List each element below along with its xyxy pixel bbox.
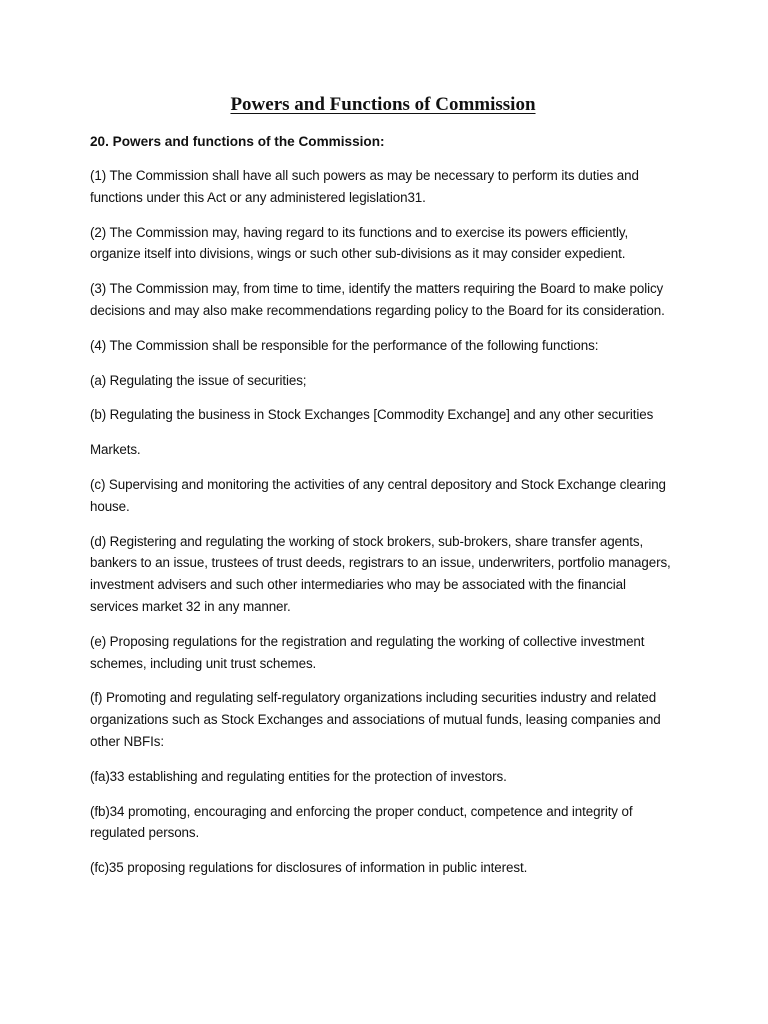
paragraph-3: (3) The Commission may, from time to time, identify the matters requiring the Board to make policy decisions and may also make recommendations regarding policy to the Board for its consideration. xyxy=(90,281,665,318)
paragraph-fb: (fb)34 promoting, encouraging and enforcing the proper conduct, competence and integrity of regulated persons. xyxy=(90,803,633,841)
paragraph-d: (d) Registering and regulating the working of stock brokers, sub-brokers, share transfer agents, bankers to an issue, trustees of trust deeds, registrars to an issue, underwriters, portfolio managers, investment advisers and such other intermediaries who may be associated with the financial services market 32 in any manner. xyxy=(90,533,671,614)
paragraph-1: (1) The Commission shall have all such powers as may be necessary to perform its duties and functions under this Act or any administered legislation31. xyxy=(90,168,639,205)
paragraph-4: (4) The Commission shall be responsible for the performance of the following functions: xyxy=(90,337,599,353)
paragraph-2: (2) The Commission may, having regard to its functions and to exercise its powers efficiently, organize itself into divisions, wings or such other sub-divisions as it may consider expedient. xyxy=(90,224,629,262)
paragraph-fc: (fc)35 proposing regulations for disclosures of information in public interest. xyxy=(90,860,528,876)
paragraph-c: (c) Supervising and monitoring the activities of any central depository and Stock Exchange clearing house. xyxy=(90,476,666,514)
section-heading: 20. Powers and functions of the Commission: xyxy=(90,134,385,149)
paragraph-b-continued: Markets. xyxy=(90,442,141,458)
paragraph-b: (b) Regulating the business in Stock Exchanges [Commodity Exchange] and any other securities xyxy=(90,407,654,423)
paragraph-f: (f) Promoting and regulating self-regulatory organizations including securities industry and related organizations such as Stock Exchanges and associations of mutual funds, leasing companies and other NBFIs: xyxy=(90,690,661,749)
paragraph-e: (e) Proposing regulations for the registration and regulating the working of collective investment schemes, including unit trust schemes. xyxy=(90,633,645,671)
paragraph-a: (a) Regulating the issue of securities; xyxy=(90,372,307,388)
page-title: Powers and Functions of Commission xyxy=(230,94,536,115)
paragraph-fa: (fa)33 establishing and regulating entities for the protection of investors. xyxy=(90,768,507,784)
